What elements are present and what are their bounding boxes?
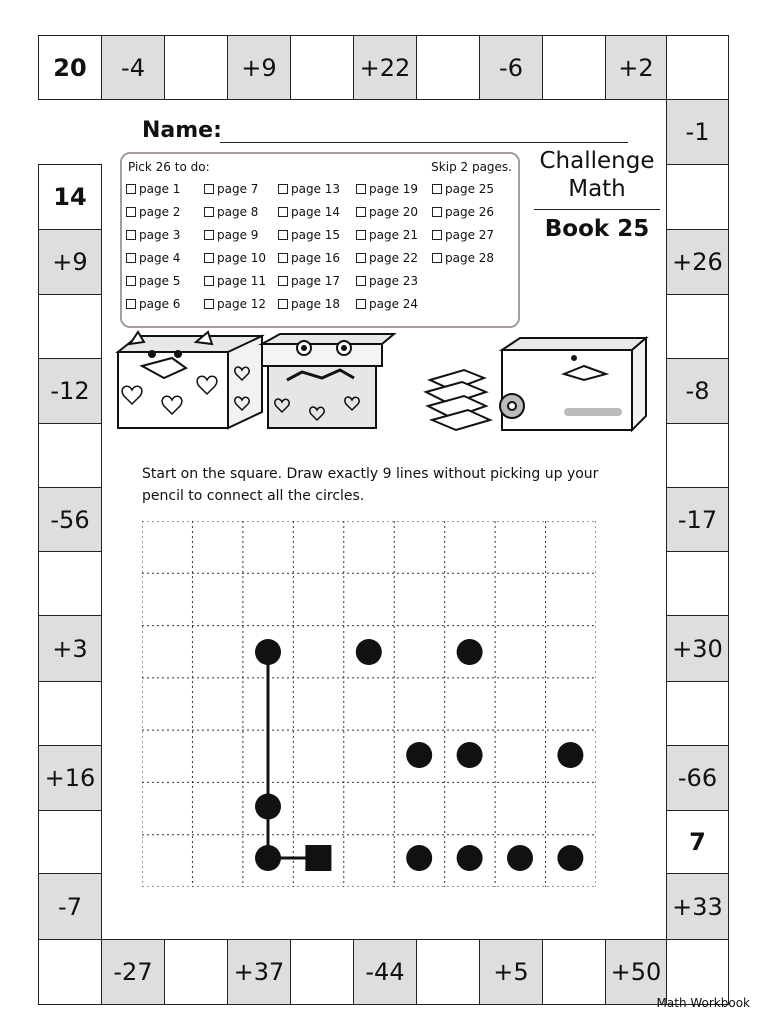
puzzle-dot <box>457 639 483 665</box>
puzzle-dot <box>557 845 583 871</box>
checklist-heading-left: Pick 26 to do: <box>128 160 210 174</box>
board-space-right-8 <box>666 551 729 616</box>
title-line1: Challenge <box>539 148 655 174</box>
gift-boxes-illustration <box>112 330 657 435</box>
board-space-bottom-6: -44 <box>353 939 417 1005</box>
board-space-right-11: -66 <box>666 745 729 811</box>
board-space-left-3 <box>38 294 102 359</box>
checklist-item[interactable] <box>204 297 266 311</box>
checkbox[interactable] <box>278 253 288 263</box>
checkbox[interactable] <box>126 276 136 286</box>
board-space-right-5: -8 <box>666 358 729 424</box>
checklist-item-label: page 13 <box>291 182 341 196</box>
checkbox[interactable] <box>432 230 442 240</box>
checklist-item[interactable] <box>432 228 494 242</box>
checklist-heading-right: Skip 2 pages. <box>431 160 512 174</box>
puzzle-dot <box>356 639 382 665</box>
checklist-item-label: page 22 <box>369 251 419 265</box>
checklist-item[interactable] <box>278 228 340 242</box>
robot-gift-box <box>500 338 646 430</box>
board-space-bottom-9 <box>542 939 606 1005</box>
checkbox[interactable] <box>278 230 288 240</box>
checkbox[interactable] <box>356 299 366 309</box>
checklist-item-label: page 26 <box>445 205 495 219</box>
board-space-top-4: +9 <box>227 35 291 100</box>
board-space-left-6: -56 <box>38 487 102 552</box>
checklist-item-label: page 1 <box>139 182 181 196</box>
checkbox[interactable] <box>432 207 442 217</box>
checkbox[interactable] <box>126 207 136 217</box>
board-space-right-2 <box>666 164 729 230</box>
board-space-left-10: +16 <box>38 745 102 811</box>
checklist-item-label: page 2 <box>139 205 181 219</box>
board-space-top-6: +22 <box>353 35 417 100</box>
title-divider <box>534 209 660 210</box>
puzzle-dot <box>406 845 432 871</box>
checklist-item[interactable] <box>356 228 418 242</box>
dot-puzzle-grid[interactable] <box>142 521 596 887</box>
board-space-right-6 <box>666 423 729 488</box>
checklist-item[interactable] <box>204 274 266 288</box>
checkbox[interactable] <box>126 184 136 194</box>
checklist-item-label: page 12 <box>217 297 267 311</box>
checklist-item-label: page 10 <box>217 251 267 265</box>
title-line2: Math <box>568 176 626 202</box>
board-space-left-9 <box>38 681 102 746</box>
checklist-item[interactable] <box>204 182 258 196</box>
checklist-item-label: page 23 <box>369 274 419 288</box>
checkbox[interactable] <box>356 207 366 217</box>
checklist-item[interactable] <box>204 205 258 219</box>
checklist-item[interactable] <box>356 182 418 196</box>
board-space-top-2: -4 <box>101 35 165 100</box>
checklist-item[interactable] <box>356 274 418 288</box>
board-space-right-12: 7 <box>666 810 729 874</box>
board-space-bottom-3 <box>164 939 228 1005</box>
checklist-item[interactable] <box>432 251 494 265</box>
checkbox[interactable] <box>432 184 442 194</box>
puzzle-dot <box>255 639 281 665</box>
checklist-item[interactable] <box>126 182 180 196</box>
checklist-item[interactable] <box>278 182 340 196</box>
checklist-item-label: page 4 <box>139 251 181 265</box>
board-space-bottom-5 <box>290 939 354 1005</box>
checklist-item-label: page 19 <box>369 182 419 196</box>
checklist-item-label: page 24 <box>369 297 419 311</box>
puzzle-dot <box>557 742 583 768</box>
board-space-top-5 <box>290 35 354 100</box>
checklist-item[interactable] <box>126 251 180 265</box>
board-space-right-3: +26 <box>666 229 729 295</box>
checklist-item-label: page 14 <box>291 205 341 219</box>
checklist-item-label: page 28 <box>445 251 495 265</box>
board-space-right-13: +33 <box>666 873 729 940</box>
board-space-bottom-4: +37 <box>227 939 291 1005</box>
checklist-item[interactable] <box>126 274 180 288</box>
board-space-right-1: -1 <box>666 99 729 165</box>
eyes-gift-box <box>262 334 394 428</box>
puzzle-instructions: Start on the square. Draw exactly 9 lines without picking up your pencil to connect all the circles. <box>142 466 599 504</box>
puzzle-dot <box>406 742 432 768</box>
checklist-item-label: page 25 <box>445 182 495 196</box>
board-space-bottom-2: -27 <box>101 939 165 1005</box>
checkbox[interactable] <box>126 253 136 263</box>
checklist-item-label: page 3 <box>139 228 181 242</box>
board-space-bottom-10: +50 <box>605 939 667 1005</box>
board-space-right-4 <box>666 294 729 359</box>
checkbox[interactable] <box>204 276 214 286</box>
page-checklist <box>120 152 520 328</box>
checklist-item-label: page 6 <box>139 297 181 311</box>
checklist-item[interactable] <box>356 297 418 311</box>
paper-stack <box>426 370 490 430</box>
checklist-item-label: page 21 <box>369 228 419 242</box>
board-space-left-7 <box>38 551 102 616</box>
checklist-item-label: page 5 <box>139 274 181 288</box>
checklist-item-label: page 18 <box>291 297 341 311</box>
checklist-item[interactable] <box>432 205 494 219</box>
checklist-item[interactable] <box>204 251 266 265</box>
checkbox[interactable] <box>204 230 214 240</box>
name-label: Name: <box>142 118 222 143</box>
footer-watermark: Math Workbook <box>656 996 750 1010</box>
title-line3: Book 25 <box>544 216 650 242</box>
board-space-top-3 <box>164 35 228 100</box>
checkbox[interactable] <box>204 253 214 263</box>
board-space-left-8: +3 <box>38 615 102 682</box>
checklist-item[interactable] <box>278 251 340 265</box>
board-space-bottom-1 <box>38 939 102 1005</box>
board-space-bottom-7 <box>416 939 480 1005</box>
checklist-item-label: page 9 <box>217 228 259 242</box>
checkbox[interactable] <box>356 230 366 240</box>
board-space-top-11 <box>666 35 729 100</box>
board-space-left-5 <box>38 423 102 488</box>
checklist-item[interactable] <box>356 205 418 219</box>
checkbox[interactable] <box>278 207 288 217</box>
board-space-right-10 <box>666 681 729 746</box>
checkbox[interactable] <box>432 253 442 263</box>
board-space-top-7 <box>416 35 480 100</box>
checklist-item[interactable] <box>204 228 258 242</box>
checkbox[interactable] <box>278 299 288 309</box>
checklist-item-label: page 20 <box>369 205 419 219</box>
checkbox[interactable] <box>126 299 136 309</box>
checklist-item-label: page 7 <box>217 182 259 196</box>
checkbox[interactable] <box>204 299 214 309</box>
checklist-item-label: page 17 <box>291 274 341 288</box>
puzzle-dot <box>255 794 281 820</box>
checklist-item[interactable] <box>432 182 494 196</box>
puzzle-dot <box>507 845 533 871</box>
checkbox[interactable] <box>204 184 214 194</box>
checklist-item-label: page 27 <box>445 228 495 242</box>
checkbox[interactable] <box>356 253 366 263</box>
checklist-item[interactable] <box>126 205 180 219</box>
board-space-left-2: +9 <box>38 229 102 295</box>
checklist-item-label: page 15 <box>291 228 341 242</box>
board-space-top-9 <box>542 35 606 100</box>
checklist-item-label: page 16 <box>291 251 341 265</box>
board-space-bottom-8: +5 <box>479 939 543 1005</box>
puzzle-dot <box>457 845 483 871</box>
name-field-line[interactable] <box>220 142 628 143</box>
puzzle-dot <box>457 742 483 768</box>
checklist-item[interactable] <box>126 297 180 311</box>
checkbox[interactable] <box>356 276 366 286</box>
checklist-item[interactable] <box>278 297 340 311</box>
checkbox[interactable] <box>204 207 214 217</box>
board-space-top-1: 20 <box>38 35 102 100</box>
checkbox[interactable] <box>356 184 366 194</box>
checkbox[interactable] <box>126 230 136 240</box>
checkbox[interactable] <box>278 184 288 194</box>
cat-gift-box <box>118 332 262 428</box>
checklist-item-label: page 8 <box>217 205 259 219</box>
checklist-item[interactable] <box>356 251 418 265</box>
board-space-right-7: -17 <box>666 487 729 552</box>
board-space-right-9: +30 <box>666 615 729 682</box>
checkbox[interactable] <box>278 276 288 286</box>
board-space-left-1: 14 <box>38 164 102 230</box>
checklist-item-label: page 11 <box>217 274 267 288</box>
start-square <box>305 845 331 871</box>
board-space-top-8: -6 <box>479 35 543 100</box>
checklist-item[interactable] <box>278 205 340 219</box>
puzzle-dot <box>255 845 281 871</box>
board-space-left-11 <box>38 810 102 874</box>
checklist-item[interactable] <box>126 228 180 242</box>
board-space-top-10: +2 <box>605 35 667 100</box>
board-space-left-4: -12 <box>38 358 102 424</box>
checklist-item[interactable] <box>278 274 340 288</box>
board-space-left-12: -7 <box>38 873 102 940</box>
